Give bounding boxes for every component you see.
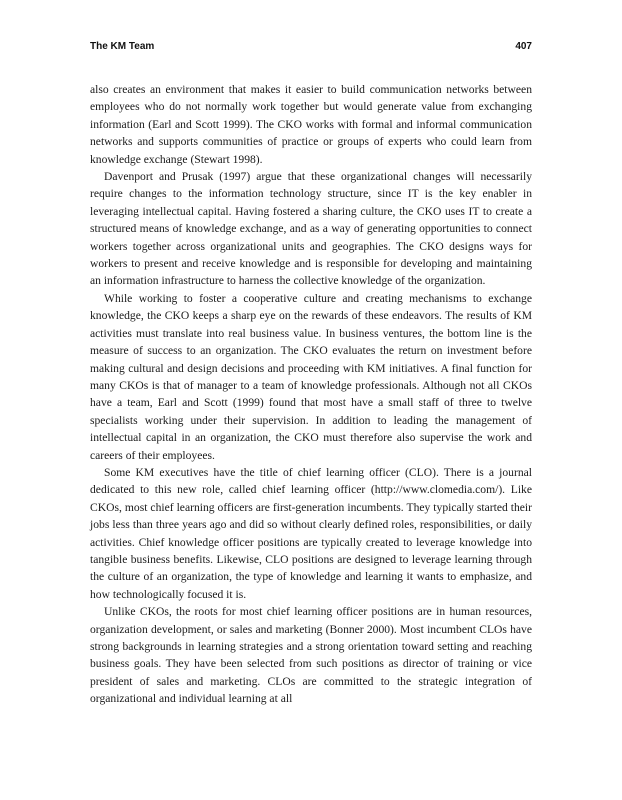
paragraph-2: Davenport and Prusak (1997) argue that these organizational changes will necessarily require changes to the information technology structure, since IT is the key enabler in leveraging intellectual capital. Having fostered a sharing culture, the CKO uses IT to create a structured means of knowledge exchange, and as a way of generating opportunities to connect workers together across organizational units and geographies. The CKO designs ways for workers to present and receive knowledge and is responsible for developing and maintaining an information infrastructure to harness the collective knowledge of the organization.: [90, 170, 532, 288]
body-text: [90, 81, 532, 708]
paragraph-4: Some KM executives have the title of chief learning officer (CLO). There is a journal dedicated to this new role, called chief learning officer (http://www.clomedia.com/). Like CKOs, most chief learning officers are first-generation incumbents. They typically started their jobs less than three years ago and did so without clearly defined roles, responsibilities, or daily activities. Chief knowledge officer positions are typically created to leverage knowledge into tangible business benefits. Likewise, CLO positions are designed to leverage learning through the culture of an organization, the type of knowledge and learning it wants to emphasize, and how technologically focused it is.: [90, 465, 532, 601]
running-title: The KM Team: [90, 41, 155, 52]
paragraph-1: also creates an environment that makes it easier to build communication networks between employees who do not normally work together but would generate value from exchanging information (Earl and Scott 1999). The CKO works with formal and informal communication networks and supports communities of practice or groups of experts who could learn from knowledge exchange (Stewart 1998).: [90, 83, 532, 166]
running-head: [90, 41, 532, 57]
paragraph-3: While working to foster a cooperative culture and creating mechanisms to exchange knowledge, the CKO keeps a sharp eye on the rewards of these endeavors. The results of KM activities must translate into real business value. In business ventures, the bottom line is the measure of success to an organization. The CKO evaluates the return on investment before making cultural and design decisions and proceeding with KM initiatives. A final function for many CKOs is that of manager to a team of knowledge professionals. Although not all CKOs have a team, Earl and Scott (1999) found that most have a small staff of three to twelve specialists working under their supervision. In addition to leading the management of intellectual capital in an organization, the CKO must therefore also supervise the work and careers of their employees.: [90, 291, 532, 462]
page-number: 407: [515, 41, 532, 52]
paragraph-5: Unlike CKOs, the roots for most chief learning officer positions are in human resources, organization development, or sales and marketing (Bonner 2000). Most incumbent CLOs have strong backgrounds in learning strategies and a strong orientation toward setting and reaching business goals. They have been selected from such positions as director of training or vice president of sales and marketing. CLOs are committed to the strategic integration of organizational and individual learning at all: [90, 605, 532, 706]
